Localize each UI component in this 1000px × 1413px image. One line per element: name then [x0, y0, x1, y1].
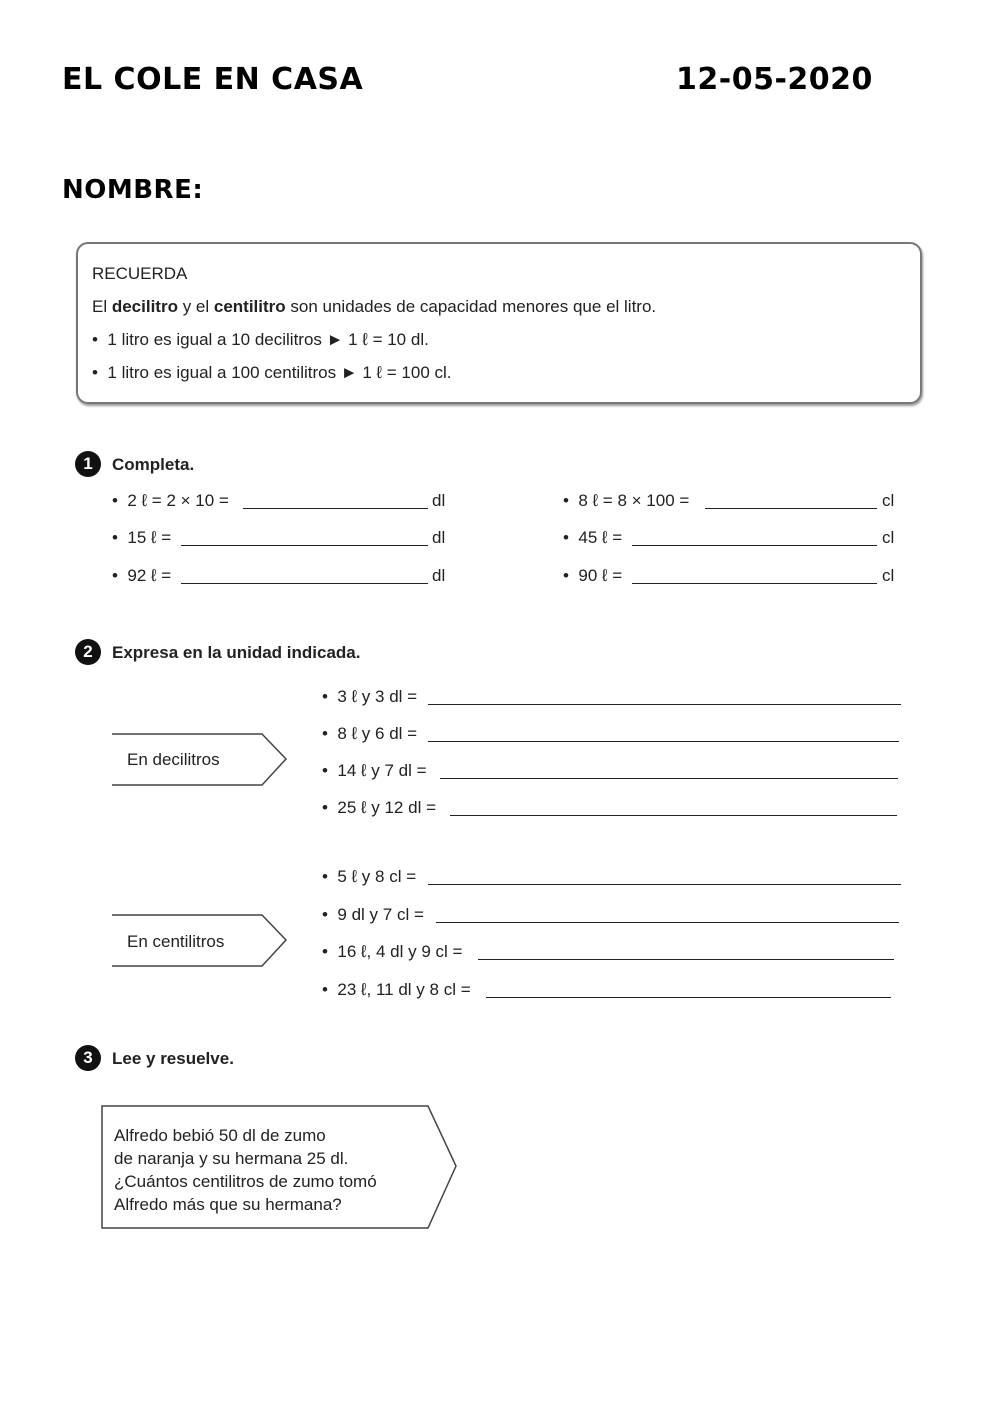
- ex1-answer-line[interactable]: [705, 508, 877, 509]
- ex2-answer-line[interactable]: [486, 997, 891, 998]
- ex1-item: • 2 ℓ = 2 × 10 =: [112, 491, 229, 510]
- term-decilitro: decilitro: [111, 297, 178, 316]
- recuerda-intro: El decilitro y el centilitro son unidades de capacidad menores que el litro.: [92, 297, 657, 316]
- ex1-answer-line[interactable]: [632, 583, 877, 584]
- ex1-unit: cl: [882, 491, 895, 510]
- ex2-answer-line[interactable]: [436, 922, 899, 923]
- ex2-item: • 5 ℓ y 8 cl =: [322, 867, 417, 886]
- ex1-unit: dl: [432, 528, 446, 547]
- ex1-item: • 45 ℓ =: [563, 528, 623, 547]
- ex1-unit: dl: [432, 566, 446, 585]
- ex2-answer-line[interactable]: [450, 815, 897, 816]
- exercise-1-title: Completa.: [112, 455, 195, 474]
- ex1-unit: dl: [432, 491, 446, 510]
- centilitros-tag-label: En centilitros: [127, 932, 225, 951]
- problem-line: Alfredo más que su hermana?: [114, 1195, 342, 1214]
- problem-text: [114, 1124, 377, 1216]
- ex2-item: • 23 ℓ, 11 dl y 8 cl =: [322, 980, 471, 999]
- ex2-item: • 9 dl y 7 cl =: [322, 905, 424, 924]
- ex1-item: • 90 ℓ =: [563, 566, 623, 585]
- ex1-unit: cl: [882, 566, 895, 585]
- ex2-answer-line[interactable]: [478, 959, 894, 960]
- ex2-item: • 14 ℓ y 7 dl =: [322, 761, 427, 780]
- ex1-item: • 92 ℓ =: [112, 566, 172, 585]
- ex1-answer-line[interactable]: [632, 545, 877, 546]
- worksheet-date: 12-05-2020: [676, 62, 873, 97]
- ex1-item: • 8 ℓ = 8 × 100 =: [563, 491, 690, 510]
- ex2-item: • 16 ℓ, 4 dl y 9 cl =: [322, 942, 463, 961]
- ex2-item: • 25 ℓ y 12 dl =: [322, 798, 436, 817]
- name-label: NOMBRE:: [62, 175, 204, 205]
- ex1-item: • 15 ℓ =: [112, 528, 172, 547]
- ex2-answer-line[interactable]: [428, 741, 899, 742]
- exercise-3-title: Lee y resuelve.: [112, 1049, 234, 1068]
- problem-line: Alfredo bebió 50 dl de zumo: [114, 1126, 326, 1145]
- ex2-item: • 8 ℓ y 6 dl =: [322, 724, 418, 743]
- term-centilitro: centilitro: [213, 297, 286, 316]
- ex2-answer-line[interactable]: [440, 778, 898, 779]
- recuerda-heading: RECUERDA: [92, 264, 188, 283]
- ex2-answer-line[interactable]: [428, 704, 901, 705]
- exercise-2-title: Expresa en la unidad indicada.: [112, 643, 361, 662]
- decilitros-tag-label: En decilitros: [127, 750, 220, 769]
- recuerda-bullet: • 1 litro es igual a 100 centilitros ► 1 ℓ = 100 cl.: [92, 363, 452, 382]
- ex1-unit: cl: [882, 528, 895, 547]
- problem-line: de naranja y su hermana 25 dl.: [114, 1149, 349, 1168]
- problem-line: ¿Cuántos centilitros de zumo tomó: [114, 1172, 377, 1191]
- exercise-2-number: 2: [75, 639, 101, 665]
- exercise-3-number: 3: [75, 1045, 101, 1071]
- ex1-answer-line[interactable]: [181, 545, 428, 546]
- recuerda-bullet: • 1 litro es igual a 10 decilitros ► 1 ℓ = 10 dl.: [92, 330, 429, 349]
- ex1-answer-line[interactable]: [181, 583, 428, 584]
- ex2-answer-line[interactable]: [428, 884, 901, 885]
- exercise-1-number: 1: [75, 451, 101, 477]
- ex2-item: • 3 ℓ y 3 dl =: [322, 687, 418, 706]
- ex1-answer-line[interactable]: [243, 508, 428, 509]
- worksheet-title: EL COLE EN CASA: [62, 62, 364, 97]
